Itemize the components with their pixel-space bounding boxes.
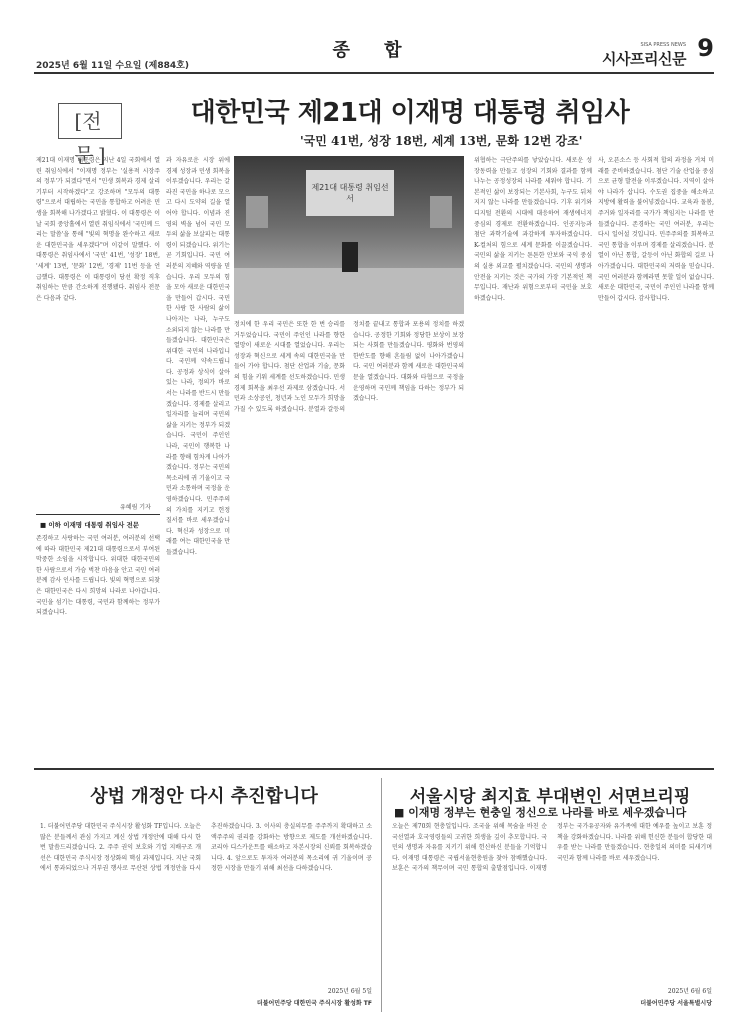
article-subhead: ■ 이하 이재명 대통령 취임사 전문	[40, 521, 140, 529]
press-release-right-signature: 더불어민주당 서울특별시당	[640, 1000, 712, 1007]
photo-flag-left	[246, 196, 268, 228]
section-divider	[34, 768, 714, 770]
press-release-right-subtitle: ■ 이재명 정부는 현충일 정신으로 나라를 바로 세우겠습니다	[394, 806, 687, 819]
press-release-right-title: 서울시당 최지효 부대변인 서면브리핑	[409, 787, 691, 807]
photo-flag-right	[430, 196, 452, 228]
logo-subtitle: SISA PRESS NEWS	[640, 42, 686, 48]
photo-podium	[342, 242, 358, 272]
press-release-left-text: 1. 더불어민주당 대한민국 주식시장 활성화 TF입니다. 오늘은 많은 분들께서 관심 가지고 계신 상법 개정안에 대해 다시 한번 말씀드리겠습니다. 2. 주주 권익 보호와 기업 지배구조 개선은 대한민국 주식시장 정상화의 핵심 과제입니다. 지난 국회에서 통과되었으나 거부권 행사로 무산된 상법 개정안을 다시 추진하겠습니다. 3. 이사의 충실의무를 주주까지 확대하고 소액주주의 권리를 강화하는 방향으로 제도를 개선하겠습니다. 코리아 디스카운트를 해소하고 자본시장의 신뢰를 회복하겠습니다. 4. 앞으로도 투자자 여러분의 목소리에 귀 기울이며 공정한 시장을 만들기 위해 최선을 다하겠습니다.	[40, 823, 372, 873]
column-1-rule	[36, 514, 160, 515]
photo-caption: 제21대 대통령 취임선서	[311, 183, 389, 203]
article-column-5	[598, 156, 714, 760]
photo-stage	[234, 268, 464, 314]
issue-date: 2025년 6월 11일 수요일 (제884호)	[36, 61, 189, 71]
article-lead: 제21대 이재명 대통령은 지난 4일 국회에서 열린 취임식에서 "이재명 정부는 '실용적 시장주의 정부'가 되겠다"면서 "민생 회복과 경제 살리기부터 시작하겠다"고 강조하며 "모두의 대통령"으로서 대립하는 국민을 통합하고 어려운 민생을 회복해 나가겠다고 밝혔다. 이 대통령은 이날 국회 중앙홀에서 열린 취임식에서 '국민께 드리는 말씀'을 통해 "빛의 혁명을 완수하고 새로운 대한민국을 세우겠다"며 이같이 말했다. 이 대통령은 취임사에서 '국민' 41번, '성장' 18번, '세계' 13번, '문화' 12번, '경제' 11번 등을 언급했다. 대통령은 이 대통령이 당선 확정 직후 취임하는 만큼 간소하게 진행됐다. 취임사 전문은 다음과 같다.	[36, 157, 160, 302]
press-release-left-title: 상법 개정안 다시 추진합니다	[90, 786, 318, 807]
page-number: 9	[697, 34, 714, 62]
page-header	[34, 34, 714, 74]
press-release-left-signature: 더불어민주당 대한민국 주식시장 활성화 TF	[256, 1000, 372, 1007]
speech-part-2: 과 자유로운 시장 위에 경제 성장과 민생 회복을 이루겠습니다. 우리는 갈라진 국민을 하나로 모으고 다시 도약의 길을 열어야 합니다. 이념과 진영의 벽을 넘어 국민 모두의 삶을 보살피는 대통령이 되겠습니다. 위기는 곧 기회입니다. 국민 여러분의 지혜와 역량을 믿습니다. 우리 모두의 힘을 모아 새로운 대한민국을 만들어 갑시다. 국민 한 사람 한 사람의 삶이 나아지는 나라, 누구도 소외되지 않는 나라를 만들겠습니다. 대한민국은 위대한 국민의 나라입니다. 국민께 약속드립니다. 공정과 상식이 살아있는 나라, 정의가 바로 서는 나라를 반드시 만들겠습니다. 경제를 살리고 일자리를 늘리며 국민의 삶을 지키는 정부가 되겠습니다. 국민이 주인인 나라, 국민이 행복한 나라를 향해 힘차게 나아가겠습니다. 정부는 국민의 목소리에 귀 기울이고 국민과 소통하며 국정을 운영하겠습니다. 민주주의의 가치를 지키고 헌정 질서를 바로 세우겠습니다. 혁신과 성장으로 미래를 여는 대한민국을 만들겠습니다.	[166, 157, 230, 556]
article-column-1b	[36, 534, 160, 760]
speech-part-3: 정치에 한 우리 국민은 또한 한 번 승리를 거두었습니다. 국민이 주인인 나라를 향한 열망이 새로운 시대를 열었습니다. 우리는 성장과 혁신으로 세계 속의 대한민국을 만들어 가야 합니다. 첨단 산업과 기술, 문화의 힘을 키워 세계를 선도하겠습니다. 민생 경제 회복을 최우선 과제로 삼겠습니다. 서민과 소상공인, 청년과 노인 모두가 희망을 가질 수 있도록 하겠습니다. 분열과 갈등의 정치를 끝내고 통합과 포용의 정치를 하겠습니다. 공정한 기회와 정당한 보상이 보장되는 사회를 만들겠습니다. 평화와 번영의 한반도를 향해 흔들림 없이 나아가겠습니다. 국민 여러분과 함께 새로운 대한민국의 문을 열겠습니다. 대화와 타협으로 국정을 운영하며 국민께 책임을 다하는 정부가 되겠습니다.	[234, 321, 464, 413]
article-tag: [전문]	[58, 103, 122, 139]
speech-part-4: 위협하는 극단주의를 낳았습니다. 새로운 성장동력을 만들고 성장의 기회와 결과를 함께 나누는 공정성장의 나라를 세워야 합니다. 기본적인 삶이 보장되는 기본사회, 누구도 뒤처지지 않는 나라를 만들겠습니다. 기후 위기와 디지털 전환의 시대에 대응하여 재생에너지 중심의 경제로 전환하겠습니다. 인공지능과 첨단 과학기술에 과감하게 투자하겠습니다. K-컬처의 힘으로 세계 문화를 이끌겠습니다. 국민의 삶을 지키는 튼튼한 안보와 국익 중심의 실용 외교를 펼치겠습니다. 국민의 생명과 안전을 지키는 것은 국가의 가장 기본적인 책무입니다. 재난과 위험으로부터 국민을 보호하겠습니다.	[474, 157, 592, 302]
article-column-3	[234, 320, 464, 760]
masthead-logo	[602, 42, 686, 69]
article-column-2	[166, 156, 230, 760]
article-column-1	[36, 156, 160, 496]
speech-part-5: 사, 오픈소스 등 사회적 합의 과정을 거쳐 미래를 준비하겠습니다. 첨단 기술 산업을 중심으로 균형 발전을 이루겠습니다. 지역이 살아야 나라가 삽니다. 수도권 집중을 해소하고 지방에 활력을 불어넣겠습니다. 교육과 돌봄, 주거와 일자리를 국가가 책임지는 나라를 만들겠습니다. 존경하는 국민 여러분, 우리는 다시 일어설 것입니다. 민주주의를 회복하고 국민 통합을 이루며 경제를 살리겠습니다. 분열이 아닌 통합, 갈등이 아닌 화합의 길로 나아가겠습니다. 대한민국의 저력을 믿습니다. 국민 여러분과 함께라면 못할 일이 없습니다. 새로운 대한민국, 국민이 주인인 나라를 함께 만들어 갑시다. 감사합니다.	[598, 157, 714, 302]
article-subtitle: '국민 41번, 성장 18번, 세계 13번, 문화 12번 강조'	[300, 134, 583, 148]
press-release-right-text: 오늘은 제70회 현충일입니다. 조국을 위해 목숨을 바친 순국선열과 호국영령들의 고귀한 희생을 깊이 추모합니다. 국민의 생명과 자유를 지키기 위해 헌신하신 분들을 기억합니다. 이재명 대통령은 국립서울현충원을 찾아 참배했습니다. 보훈은 국가의 책무이며 국민 통합의 출발점입니다. 이재명 정부는 국가유공자와 유가족에 대한 예우를 높이고 보훈 정책을 강화하겠습니다. 나라를 위해 헌신한 분들이 합당한 대우를 받는 나라를 만들겠습니다. 현충일의 의미를 되새기며 국민과 함께 나라를 바로 세우겠습니다.	[392, 823, 712, 873]
press-release-left-date: 2025년 6월 5일	[327, 988, 372, 995]
speech-opening: 존경하고 사랑하는 국민 여러분, 여러분의 선택에 따라 대한민국 제21대 대통령으로서 부여된 막중한 소임을 시작합니다. 위대한 대한국민의 한 사람으로서 가슴 벅찬 마음을 안고 국민 여러분께 감사 인사를 드립니다. 빛의 혁명으로 되찾은 대한민국은 다시 희망의 나라로 나아갑니다. 국민을 섬기는 대통령, 국민과 함께하는 정부가 되겠습니다.	[36, 535, 160, 617]
bottom-column-divider	[381, 778, 382, 1012]
press-release-right-date: 2025년 6월 6일	[667, 988, 712, 995]
article-tag-text: 전문	[74, 109, 106, 167]
press-release-left-body	[40, 822, 372, 982]
article-title: 대한민국 제21대 이재명 대통령 취임사	[190, 98, 630, 128]
inauguration-photo	[234, 156, 464, 314]
press-release-right-body	[392, 822, 712, 982]
article-column-4	[474, 156, 592, 760]
logo-name: 시사프리신문	[602, 50, 686, 68]
section-title: 종 합	[332, 40, 416, 61]
article-byline: 유혜림 기자	[120, 504, 151, 511]
